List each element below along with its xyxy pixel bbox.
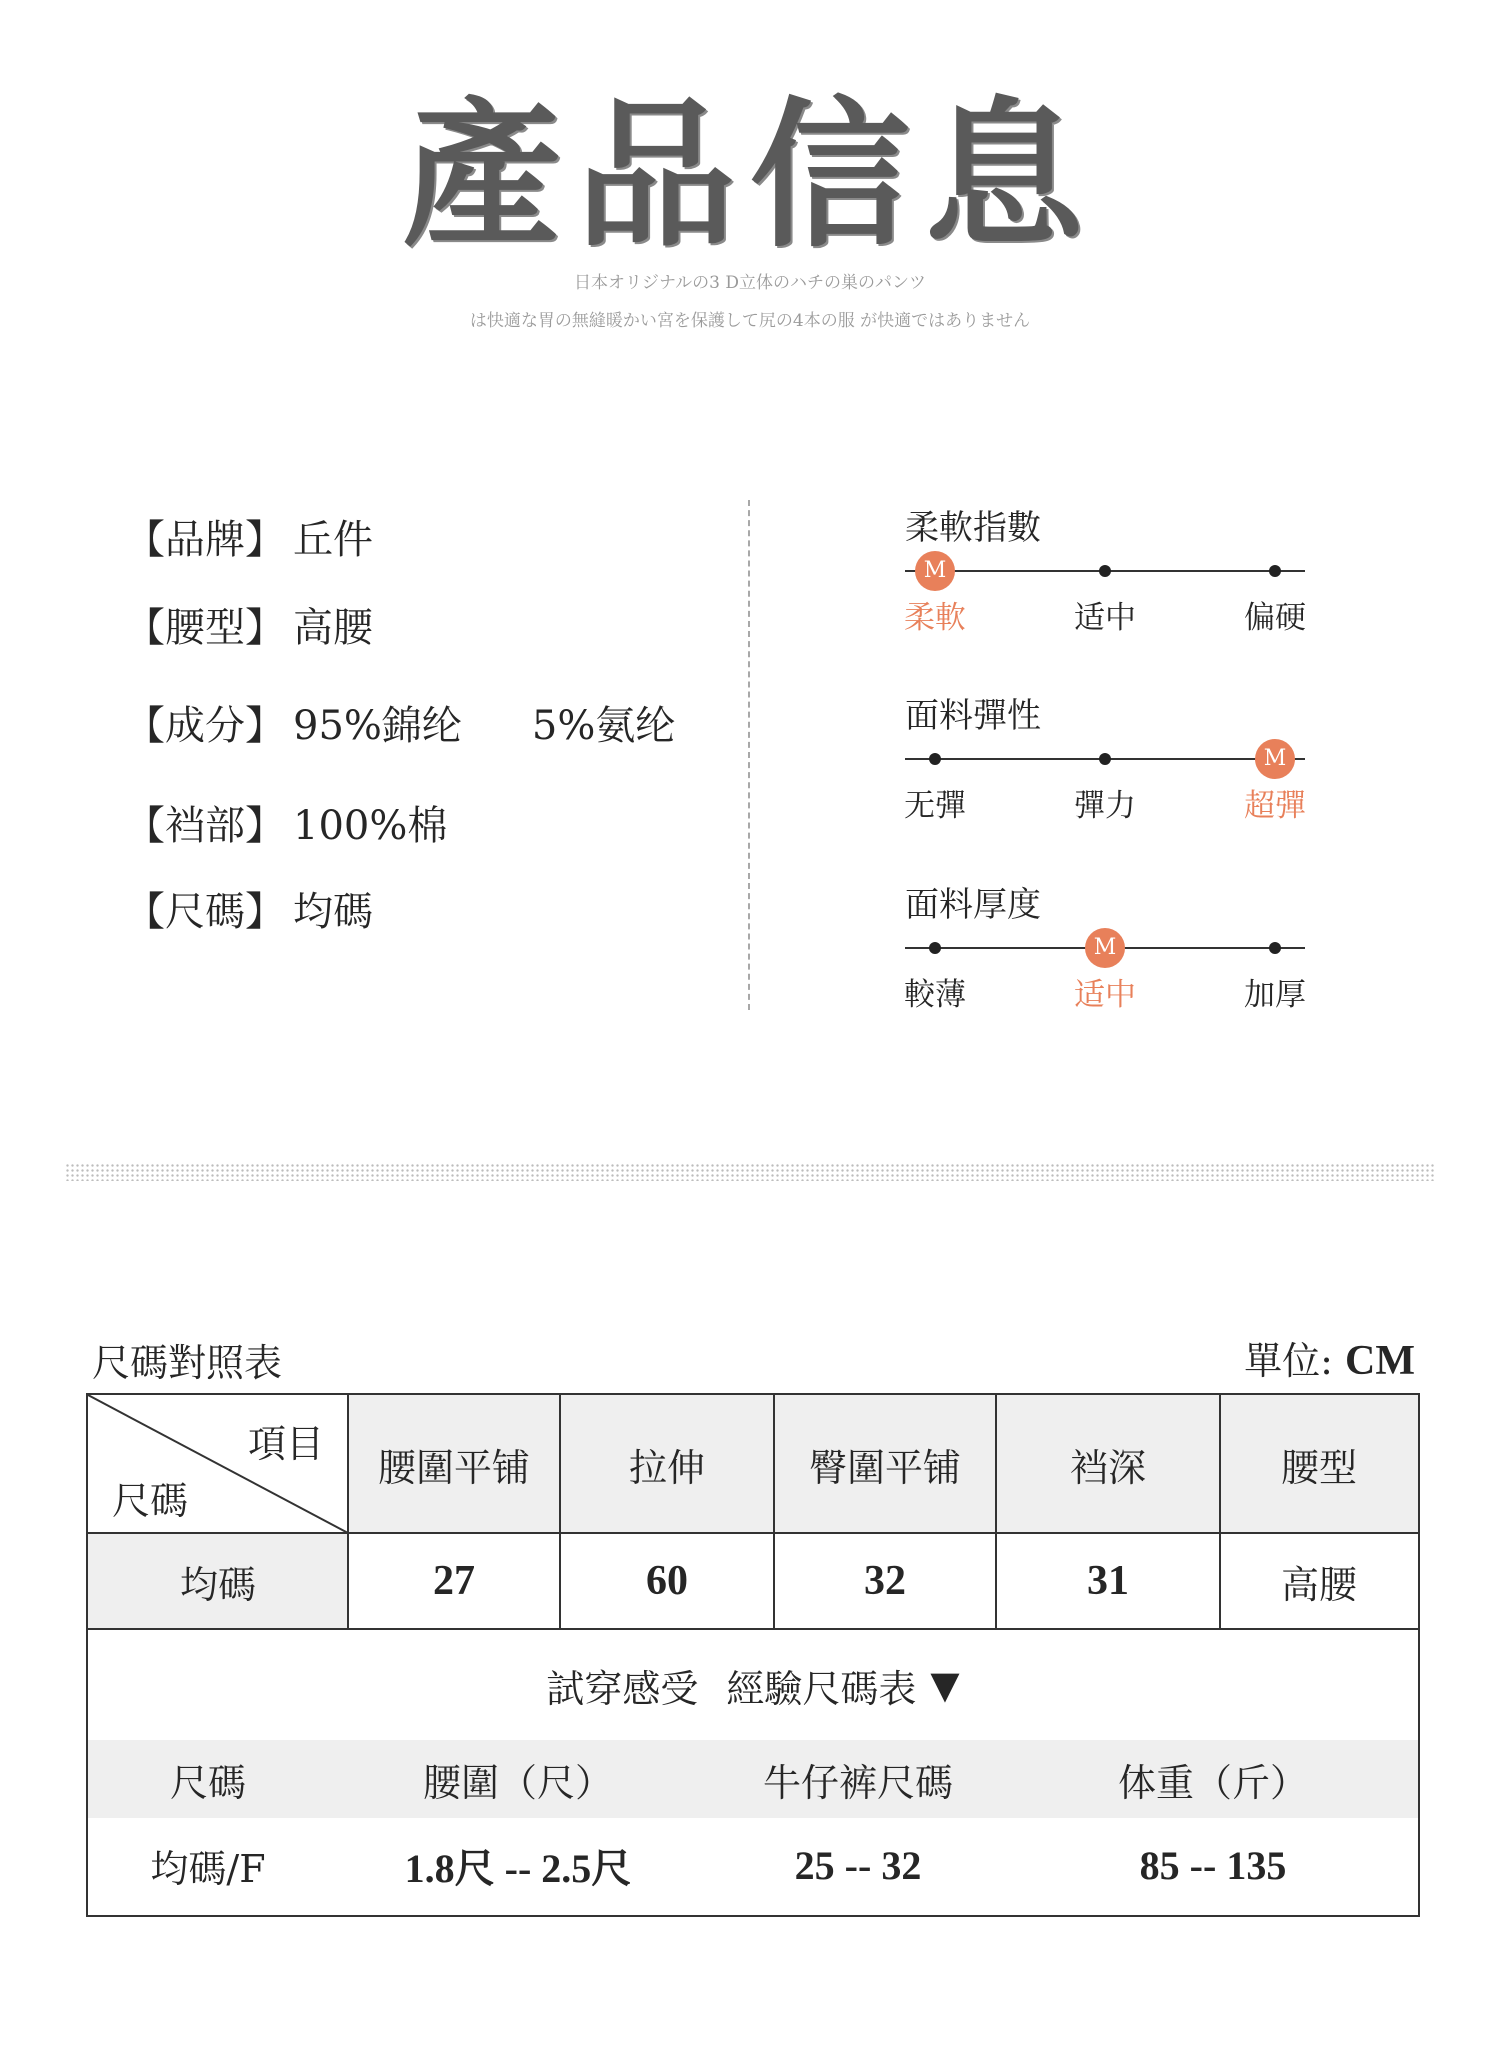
scale-dot — [1269, 942, 1281, 954]
waist-label: 【腰型】 — [125, 605, 285, 651]
scale-title: 面料彈性 — [905, 696, 1041, 736]
corner-cell — [88, 1395, 348, 1533]
fit-header-row — [88, 1740, 1418, 1818]
fit-header-jeans-size: 牛仔裤尺碼 — [762, 1760, 953, 1805]
fit-title-text: 試穿感受 — [546, 1666, 699, 1711]
brand-label: 【品牌】 — [125, 517, 285, 563]
crotch-label: 【裆部】 — [125, 803, 285, 849]
value-waist-flat: 27 — [433, 1558, 475, 1604]
scale-marker-badge: M — [1085, 928, 1125, 968]
scale-option-label: 超彈 — [1244, 788, 1306, 824]
fit-value-waist: 1.8尺 -- 2.5尺 — [404, 1845, 632, 1891]
info-row-brand — [125, 508, 373, 565]
scale-marker-badge: M — [1255, 739, 1295, 779]
unit-label — [1244, 1330, 1415, 1385]
subtitle-line-2: は快適な胃の無縫暖かい宮を保護して尻の4本の服 が快適ではありません — [469, 311, 1031, 331]
value-crotch-depth: 31 — [1087, 1558, 1129, 1604]
scale-option-label: 較薄 — [904, 977, 966, 1013]
fit-value-jeans-size: 25 -- 32 — [794, 1842, 922, 1888]
scale-option-label: 彈力 — [1074, 788, 1136, 824]
info-row-size — [125, 880, 373, 937]
fit-header-weight: 体重（斤） — [1117, 1760, 1308, 1805]
header-hip-flat: 臀圍平铺 — [774, 1395, 996, 1533]
size-chart-title: 尺碼對照表 — [92, 1341, 283, 1385]
header-stretch: 拉伸 — [560, 1395, 774, 1533]
row-label: 均碼 — [88, 1533, 348, 1629]
fit-value-size: 均碼/F — [150, 1846, 266, 1891]
value-waist-type: 高腰 — [1280, 1562, 1357, 1607]
fit-chart-title — [88, 1645, 1418, 1725]
grid-line — [88, 1628, 1418, 1630]
material-label: 【成分】 — [125, 703, 285, 749]
down-arrow-icon: ▼ — [930, 1663, 960, 1707]
fit-value-row — [88, 1820, 1418, 1910]
material-value-2: 5%氨纶 — [531, 703, 676, 749]
scale-option-label: 柔軟 — [904, 600, 966, 636]
crotch-value: 100%棉 — [293, 803, 448, 849]
scale-dot — [929, 753, 941, 765]
scale-marker-badge: M — [915, 551, 955, 591]
scale-option-label: 适中 — [1074, 977, 1136, 1013]
corner-size-label: 尺碼 — [112, 1479, 189, 1523]
scale-title: 面料厚度 — [905, 885, 1041, 925]
unit-text: 單位: — [1244, 1339, 1333, 1383]
waist-value: 高腰 — [293, 605, 373, 651]
header-waist-flat: 腰圍平铺 — [348, 1395, 560, 1533]
header-waist-type: 腰型 — [1220, 1395, 1418, 1533]
scale-option-label: 无彈 — [904, 788, 966, 824]
info-row-material — [125, 694, 675, 751]
subtitle-line-1: 日本オリジナルの3 D立体のハチの巣のパンツ — [574, 273, 926, 293]
info-row-waist — [125, 596, 373, 653]
grid-line — [773, 1395, 775, 1629]
scale-option-label: 偏硬 — [1244, 600, 1306, 636]
scale-title: 柔軟指數 — [905, 508, 1041, 548]
dotted-separator — [65, 1163, 1435, 1181]
grid-line — [995, 1395, 997, 1629]
info-row-crotch — [125, 794, 447, 851]
grid-line — [1219, 1395, 1221, 1629]
fit-value-weight: 85 -- 135 — [1139, 1842, 1287, 1888]
scale-option-label: 加厚 — [1244, 977, 1306, 1013]
scale-option-label: 适中 — [1074, 600, 1136, 636]
value-stretch: 60 — [646, 1558, 688, 1604]
page-title: 產品信息 — [401, 81, 1098, 269]
fit-header-size: 尺碼 — [169, 1760, 246, 1805]
unit-value: CM — [1345, 1338, 1415, 1384]
header-crotch-depth: 裆深 — [996, 1395, 1220, 1533]
scale-dot — [1099, 753, 1111, 765]
fit-title-text-2: 經驗尺碼表 — [726, 1666, 917, 1711]
size-table — [86, 1393, 1420, 1917]
brand-value: 丘件 — [293, 517, 373, 563]
size-value: 均碼 — [293, 889, 373, 935]
value-hip-flat: 32 — [864, 1558, 906, 1604]
material-value-1: 95%錦纶 — [293, 703, 462, 749]
grid-line — [559, 1395, 561, 1629]
scale-dot — [929, 942, 941, 954]
fit-header-waist: 腰圍（尺） — [422, 1760, 613, 1805]
corner-item-label: 項目 — [248, 1422, 325, 1466]
scale-dot — [1099, 565, 1111, 577]
vertical-divider — [748, 500, 750, 1010]
grid-line — [88, 1532, 1418, 1534]
scale-dot — [1269, 565, 1281, 577]
grid-line — [347, 1395, 349, 1629]
size-label: 【尺碼】 — [125, 889, 285, 935]
